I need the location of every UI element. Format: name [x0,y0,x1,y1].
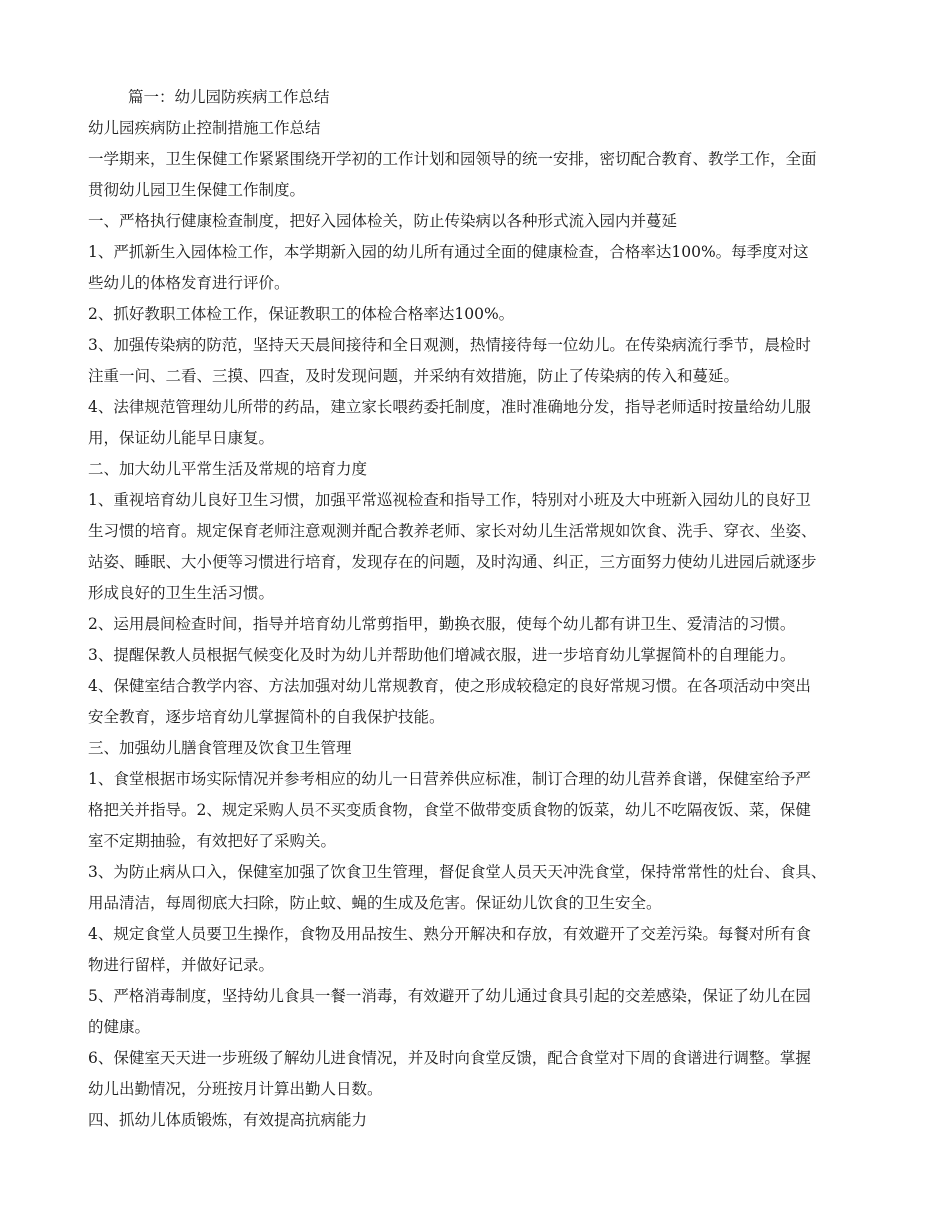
text-line: 2、抓好教职工体检工作，保证教职工的体检合格率达100%。 [88,305,515,323]
text-line: 生习惯的培育。规定保育老师注意观测并配合教养老师、家长对幼儿生活常规如饮食、洗手、穿衣、坐姿、 [88,522,817,540]
text-line: 用品清洁，每周彻底大扫除，防止蚊、蝇的生成及危害。保证幼儿饮食的卫生安全。 [88,894,662,912]
text-line: 一学期来，卫生保健工作紧紧围绕开学初的工作计划和园领导的统一安排，密切配合教育、教学工作，全面 [88,150,817,168]
text-line: 的健康。 [88,1018,151,1036]
text-line: 用，保证幼儿能早日康复。 [88,429,275,447]
text-line: 1、食堂根据市场实际情况并参考相应的幼儿一日营养供应标准，制订合理的幼儿营养食谱，保健室给予严 [88,770,811,788]
text-line: 幼儿出勤情况，分班按月计算出勤人日数。 [88,1080,383,1098]
text-line: 物进行留样，并做好记录。 [88,956,275,974]
text-line: 1、重视培育幼儿良好卫生习惯，加强平常巡视检查和指导工作，特别对小班及大中班新入园幼儿的良好卫 [88,491,811,509]
section-heading: 四、抓幼儿体质锻炼，有效提高抗病能力 [88,1111,368,1129]
text-line: 格把关并指导。2、规定采购人员不买变质食物，食堂不做带变质食物的饭菜，幼儿不吃隔夜饭、菜，保健 [88,801,811,819]
text-line: 3、提醒保教人员根据气候变化及时为幼儿并帮助他们增减衣服，进一步培育幼儿掌握简朴的自理能力。 [88,646,796,664]
text-line: 站姿、睡眠、大小便等习惯进行培育，发现存在的问题，及时沟通、纠正，三方面努力使幼儿进园后就逐步 [88,553,817,571]
text-line: 1、严抓新生入园体检工作，本学期新入园的幼儿所有通过全面的健康检查，合格率达100%。每季度对这 [88,243,809,261]
text-line: 5、严格消毒制度，坚持幼儿食具一餐一消毒，有效避开了幼儿通过食具引起的交差感染，保证了幼儿在园 [88,987,811,1005]
text-line: 形成良好的卫生生活习惯。 [88,584,275,602]
section-heading: 一、严格执行健康检查制度，把好入园体检关，防止传染病以各种形式流入园内并蔓延 [88,212,678,230]
text-line: 6、保健室天天进一步班级了解幼儿进食情况，并及时向食堂反馈，配合食堂对下周的食谱进行调整。掌握 [88,1049,811,1067]
text-line: 4、法律规范管理幼儿所带的药品，建立家长喂药委托制度，准时准确地分发，指导老师适时按量给幼儿服 [88,398,811,416]
section-heading: 二、加大幼儿平常生活及常规的培育力度 [88,460,368,478]
text-line: 注重一问、二看、三摸、四查，及时发现问题，并采纳有效措施，防止了传染病的传入和蔓延。 [88,367,740,385]
text-line: 3、为防止病从口入，保健室加强了饮食卫生管理，督促食堂人员天天冲洗食堂，保持常常性的灶台、食具、 [88,863,827,881]
document-page [88,82,858,1136]
text-line: 3、加强传染病的防范，坚持天天晨间接待和全日观测，热情接待每一位幼儿。在传染病流行季节，晨检时 [88,336,811,354]
text-line: 幼儿园疾病防止控制措施工作总结 [88,119,321,137]
text-line: 室不定期抽验，有效把好了采购关。 [88,832,337,850]
text-line: 4、保健室结合教学内容、方法加强对幼儿常规教育，使之形成较稳定的良好常规习惯。在各项活动中突出 [88,677,811,695]
document-title: 篇一：幼儿园防疾病工作总结 [128,88,330,106]
section-heading: 三、加强幼儿膳食管理及饮食卫生管理 [88,739,352,757]
text-line: 些幼儿的体格发育进行评价。 [88,274,290,292]
text-line: 安全教育，逐步培育幼儿掌握简朴的自我保护技能。 [88,708,445,726]
text-line: 2、运用晨间检查时间，指导并培育幼儿常剪指甲，勤换衣服，使每个幼儿都有讲卫生、爱清洁的习惯。 [88,615,796,633]
text-line: 4、规定食堂人员要卫生操作，食物及用品按生、熟分开解决和存放，有效避开了交差污染。每餐对所有食 [88,925,811,943]
text-line: 贯彻幼儿园卫生保健工作制度。 [88,181,306,199]
